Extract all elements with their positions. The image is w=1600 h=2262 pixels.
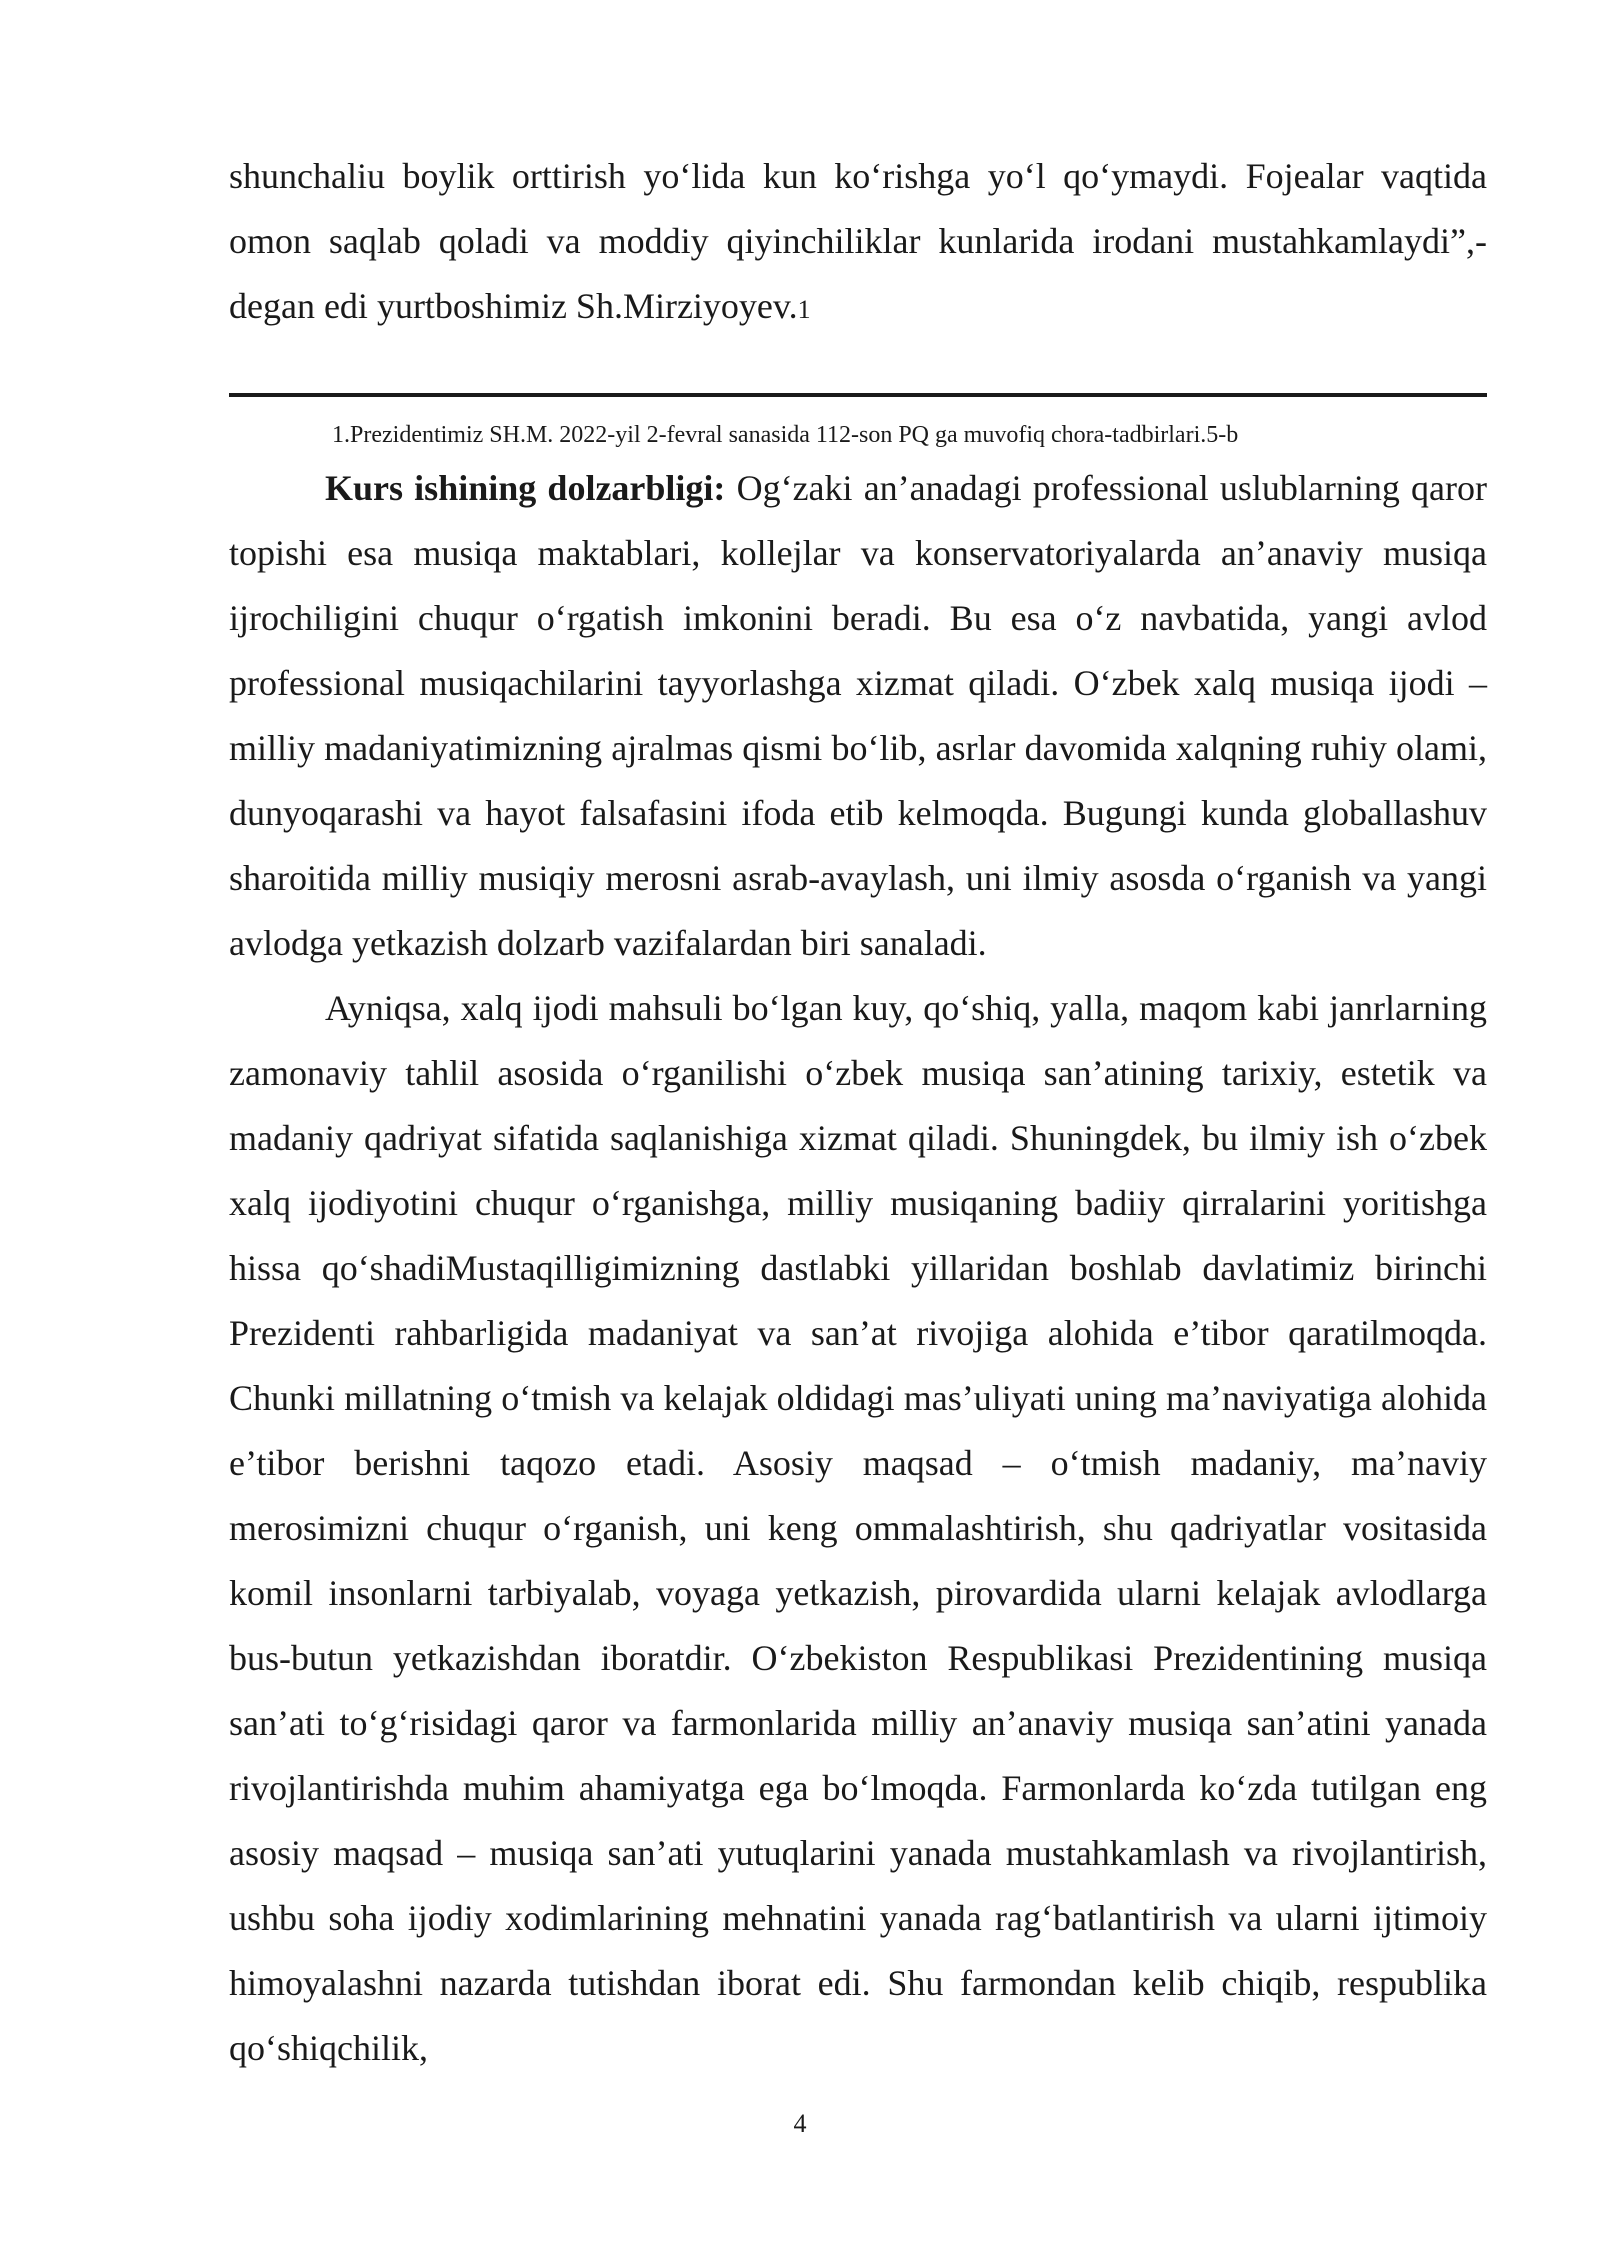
paragraph-relevance bbox=[229, 456, 1487, 976]
footnote-separator bbox=[229, 393, 1487, 397]
footnote-reference: 1 bbox=[797, 295, 811, 324]
section-body bbox=[229, 456, 1487, 2081]
section-heading: Kurs ishining dolzarbligi: bbox=[325, 468, 726, 508]
page-number: 4 bbox=[793, 2109, 807, 2138]
paragraph-relevance-text: Og‘zaki an’anadagi professional uslublarning qaror topishi esa musiqa maktablari, kollejlar va konservatoriyalarda an’anaviy musiqa ijrochiligini chuqur o‘rgatish imkonini beradi. Bu esa o‘z navbatida, yangi avlod professional musiqachilarini tayyorlashga xizmat qiladi. O‘zbek xalq musiqa ijodi – milliy madaniyatimizning ajralmas qismi bo‘lib, asrlar davomida xalqning ruhiy olami, dunyoqarashi va hayot falsafasini ifoda etib kelmoqda. Bugungi kunda globallashuv sharoitida milliy musiqiy merosni asrab-avaylash, uni ilmiy asosda o‘rganish va yangi avlodga yetkazish dolzarb vazifalardan biri sanaladi. bbox=[229, 468, 1487, 963]
paragraph-especially: Ayniqsa, xalq ijodi mahsuli bo‘lgan kuy, qo‘shiq, yalla, maqom kabi janrlarning zamonaviy tahlil asosida o‘rganilishi o‘zbek musiqa san’atining tarixiy, estetik va madaniy qadriyat sifatida saqlanishiga xizmat qiladi. Shuningdek, bu ilmiy ish o‘zbek xalq ijodiyotini chuqur o‘rganishga, milliy musiqaning badiiy qirralarini yoritishga hissa qo‘shadiMustaqilligimizning dastlabki yillaridan boshlab davlatimiz birinchi Prezidenti rahbarligida madaniyat va san’at rivojiga alohida e’tibor qaratilmoqda. Chunki millatning o‘tmish va kelajak oldidagi mas’uliyati uning ma’naviyatiga alohida e’tibor berishni taqozo etadi. Asosiy maqsad – o‘tmish madaniy, ma’naviy merosimizni chuqur o‘rganish, uni keng ommalashtirish, shu qadriyatlar vositasida komil insonlarni tarbiyalab, voyaga yetkazish, pirovardida ularni kelajak avlodlarga bus-butun yetkazishdan iboratdir. O‘zbekiston Respublikasi Prezidentining musiqa san’ati to‘g‘risidagi qaror va farmonlarida milliy an’anaviy musiqa san’atini yanada rivojlantirishda muhim ahamiyatga ega bo‘lmoqda. Farmonlarda ko‘zda tutilgan eng asosiy maqsad – musiqa san’ati yutuqlarini yanada mustahkamlash va rivojlantirish, ushbu soha ijodiy xodimlarining mehnatini yanada rag‘batlantirish va ularni ijtimoiy himoyalashni nazarda tutishdan iborat edi. Shu farmondan kelib chiqib, respublika qo‘shiqchilik, bbox=[229, 988, 1487, 2068]
footnote-text: 1.Prezidentimiz SH.M. 2022-yil 2-fevral sanasida 112-son PQ ga muvofiq chora-tadbirlari.5-b bbox=[332, 422, 1239, 448]
intro-paragraph bbox=[229, 144, 1487, 342]
intro-text: shunchaliu boylik orttirish yo‘lida kun ko‘rishga yo‘l qo‘ymaydi. Fojealar vaqtida omon saqlab qoladi va moddiy qiyinchiliklar kunlarida irodani mustahkamlaydi”,- degan edi yurtboshimiz Sh.Mirziyoyev. bbox=[229, 156, 1487, 326]
